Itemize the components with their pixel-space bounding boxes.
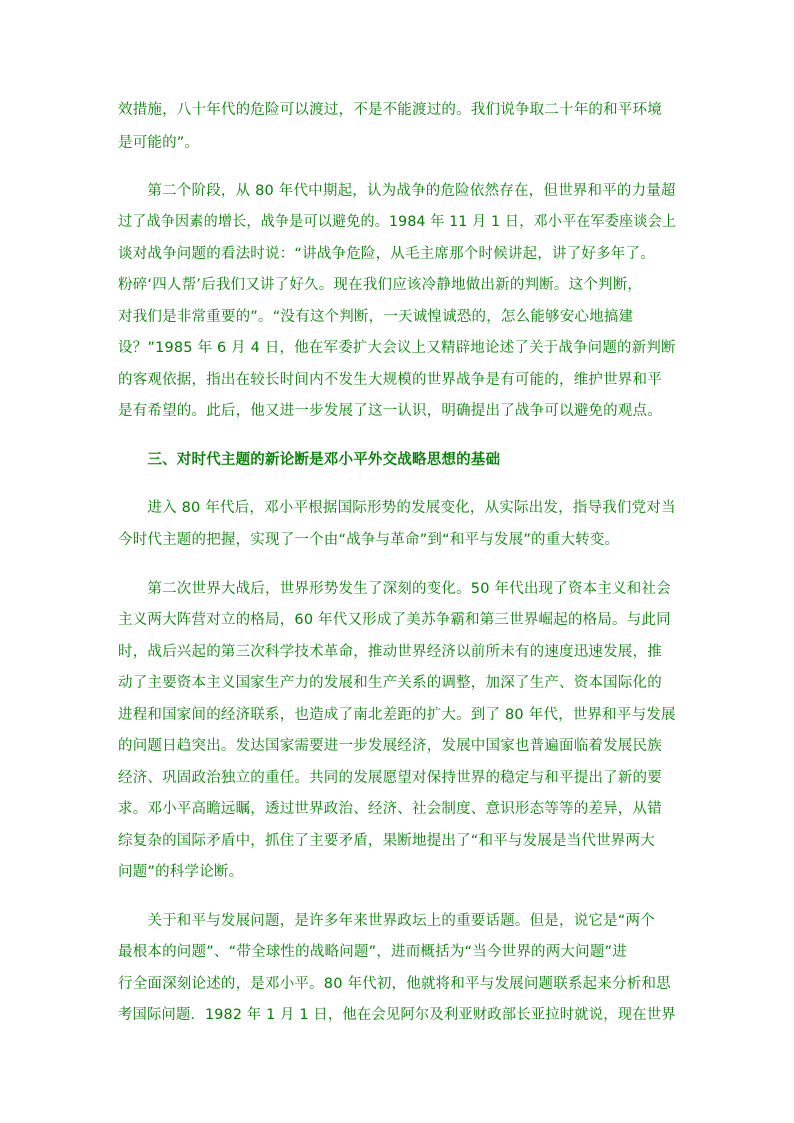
text-line: 过了战争因素的增长，战争是可以避免的。1984 年 11 月 1 日，邓小平在军委座谈会上 xyxy=(118,214,677,230)
text-line: 的客观依据，指出在较长时间内不发生大规模的世界战争是有可能的，维护世界和平 xyxy=(118,372,662,388)
text-line: 考国际问题．1982 年 1 月 1 日，他在会见阿尔及利亚财政部长亚拉时就说，现在世界 xyxy=(118,1007,676,1023)
section-heading: 三、对时代主题的新论断是邓小平外交战略思想的基础 xyxy=(118,452,501,468)
text-line: 进入 80 年代后，邓小平根据国际形势的发展变化，从实际出发，指导我们党对当 xyxy=(118,500,676,516)
text-line: 求。邓小平高瞻远瞩，透过世界政治、经济、社会制度、意识形态等等的差异，从错 xyxy=(118,801,662,817)
text-line: 第二个阶段，从 80 年代中期起，认为战争的危险依然存在，但世界和平的力量超 xyxy=(118,183,676,199)
text-line: 最根本的问题”、“带全球性的战略问题”，进而概括为“当今世界的两大问题”进 xyxy=(118,944,627,960)
text-line: 是有希望的。此后，他又进一步发展了这一认识，明确提出了战争可以避免的观点。 xyxy=(118,403,662,419)
text-line: 的问题日趋突出。发达国家需要进一步发展经济，发展中国家也普遍面临着发展民族 xyxy=(118,738,662,754)
text-line: 综复杂的国际矛盾中，抓住了主要矛盾，果断地提出了“和平与发展是当代世界两大 xyxy=(118,833,655,849)
text-line: 经济、巩固政治独立的重任。共同的发展愿望对保持世界的稳定与和平提出了新的要 xyxy=(118,770,662,786)
text-line: 对我们是非常重要的”。“没有这个判断，一天诚惶诚恐的，怎么能够安心地搞建 xyxy=(118,309,634,325)
text-line: 设？”1985 年 6 月 4 日，他在军委扩大会议上又精辟地论述了关于战争问题的新判断 xyxy=(118,340,676,356)
text-line: 行全面深刻论述的，是邓小平。80 年代初，他就将和平与发展问题联系起来分析和思 xyxy=(118,976,671,992)
text-line: 效措施，八十年代的危险可以渡过，不是不能渡过的。我们说争取二十年的和平环境 xyxy=(118,102,662,118)
text-line: 是可能的”。 xyxy=(118,135,200,151)
text-line: 动了主要资本主义国家生产力的发展和生产关系的调整，加深了生产、资本国际化的 xyxy=(118,675,662,691)
text-line: 粉碎‘四人帮’后我们又讲了好久。现在我们应该冷静地做出新的判断。这个判断， xyxy=(118,277,643,293)
text-line: 今时代主题的把握，实现了一个由“战争与革命”到“和平与发展”的重大转变。 xyxy=(118,532,620,548)
text-line: 进程和国家间的经济联系，也造成了南北差距的扩大。到了 80 年代，世界和平与发展 xyxy=(118,707,676,723)
text-line: 谈对战争问题的看法时说：“讲战争危险，从毛主席那个时候讲起，讲了好多年了。 xyxy=(118,246,655,262)
text-line: 第二次世界大战后，世界形势发生了深刻的变化。50 年代出现了资本主义和社会 xyxy=(118,581,671,597)
text-line: 关于和平与发展问题，是许多年来世界政坛上的重要话题。但是，说它是“两个 xyxy=(118,913,655,929)
text-line: 主义两大阵营对立的格局，60 年代又形成了美苏争霸和第三世界崛起的格局。与此同 xyxy=(118,612,671,628)
text-line: 问题”的科学论断。 xyxy=(118,864,244,880)
text-line: 时，战后兴起的第三次科学技术革命，推动世界经济以前所未有的速度迅速发展，推 xyxy=(118,644,662,660)
